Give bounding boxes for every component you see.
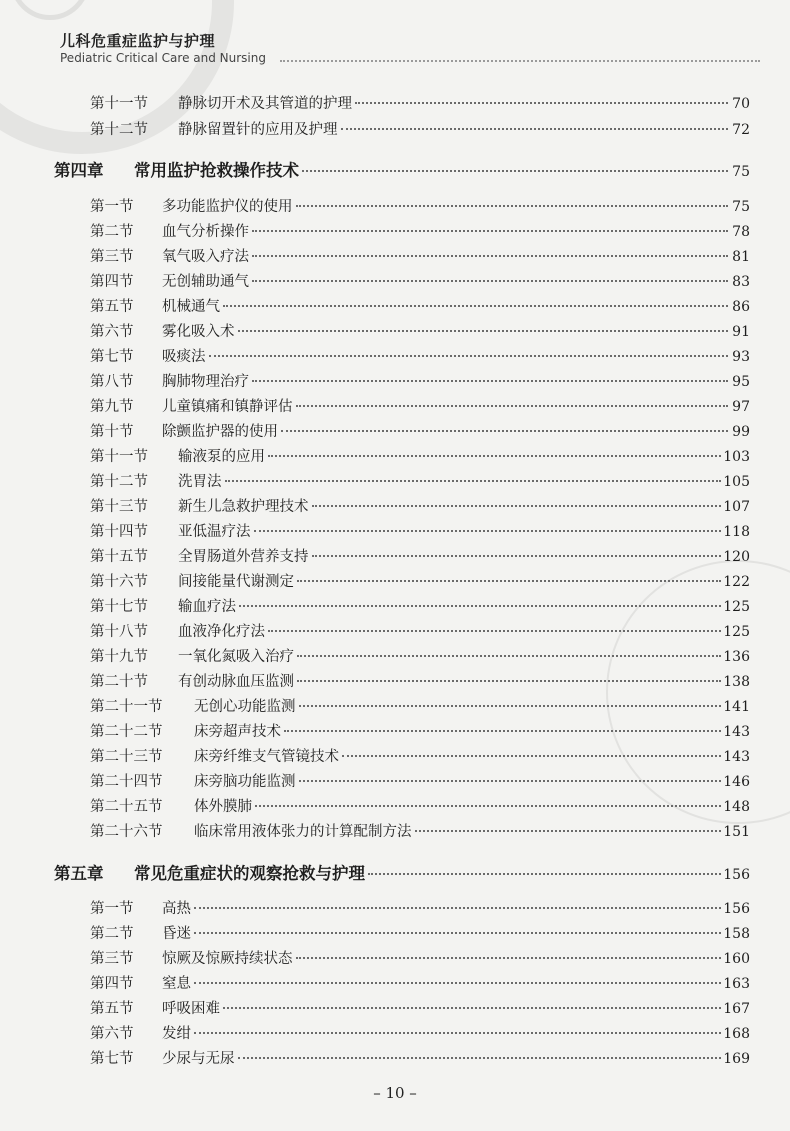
section-title: 窒息 xyxy=(162,976,191,992)
dot-leader xyxy=(225,480,722,482)
toc-section-entry[interactable] xyxy=(90,1022,750,1043)
section-title: 床旁超声技术 xyxy=(194,724,281,740)
page-reference: 143 xyxy=(723,724,750,740)
section-number: 第二节 xyxy=(90,926,134,942)
section-number: 第二十六节 xyxy=(90,824,163,840)
dot-leader xyxy=(223,1007,721,1009)
section-title: 雾化吸入术 xyxy=(162,324,235,340)
section-number: 第十七节 xyxy=(90,599,148,615)
page-reference: 125 xyxy=(723,624,750,640)
toc-section-entry[interactable] xyxy=(90,720,750,741)
dot-leader xyxy=(239,605,721,607)
section-number: 第二十节 xyxy=(90,674,148,690)
section-title: 亚低温疗法 xyxy=(178,524,251,540)
toc-section-entry[interactable] xyxy=(90,118,750,139)
dot-leader xyxy=(252,380,728,382)
toc-section-entry[interactable] xyxy=(90,670,750,691)
section-title: 一氧化氮吸入治疗 xyxy=(178,649,294,665)
section-title: 体外膜肺 xyxy=(194,799,252,815)
toc-section-entry[interactable] xyxy=(90,220,750,241)
toc-section-entry[interactable] xyxy=(90,520,750,541)
page-reference: 151 xyxy=(723,824,750,840)
toc-section-entry[interactable] xyxy=(90,770,750,791)
section-number: 第十六节 xyxy=(90,574,148,590)
page-reference: 86 xyxy=(732,299,750,315)
section-title: 间接能量代谢测定 xyxy=(178,574,294,590)
dot-leader xyxy=(194,907,721,909)
page-reference: 118 xyxy=(723,524,750,540)
toc-section-entry[interactable] xyxy=(90,947,750,968)
page-reference: 70 xyxy=(732,96,750,112)
section-number: 第四节 xyxy=(90,976,134,992)
toc-section-entry[interactable] xyxy=(90,922,750,943)
dot-leader xyxy=(415,830,722,832)
dot-leader xyxy=(296,205,729,207)
page-reference: 143 xyxy=(723,749,750,765)
page-reference: 158 xyxy=(723,926,750,942)
toc-section-entry[interactable] xyxy=(90,745,750,766)
section-title: 胸肺物理治疗 xyxy=(162,374,249,390)
section-title: 吸痰法 xyxy=(162,349,206,365)
section-title: 高热 xyxy=(162,901,191,917)
dot-leader xyxy=(299,780,722,782)
dot-leader xyxy=(194,932,721,934)
header-title-english: Pediatric Critical Care and Nursing xyxy=(60,51,266,65)
page-reference: 138 xyxy=(723,674,750,690)
toc-section-entry[interactable] xyxy=(90,972,750,993)
toc-chapter-entry[interactable] xyxy=(54,157,750,181)
section-number: 第二节 xyxy=(90,224,134,240)
header-title-chinese: 儿科危重症监护与护理 xyxy=(60,32,216,50)
dot-leader xyxy=(223,305,728,307)
page-number: – 10 – xyxy=(373,1084,417,1102)
dot-leader xyxy=(281,430,728,432)
section-number: 第七节 xyxy=(90,1051,134,1067)
dot-leader xyxy=(297,680,721,682)
section-title: 昏迷 xyxy=(162,926,191,942)
toc-section-entry[interactable] xyxy=(90,820,750,841)
dot-leader xyxy=(252,255,728,257)
section-number: 第十四节 xyxy=(90,524,148,540)
chapter-number: 第五章 xyxy=(54,864,104,883)
page-reference: 156 xyxy=(723,901,750,917)
section-title: 全胃肠道外营养支持 xyxy=(178,549,309,565)
dot-leader xyxy=(268,455,721,457)
page-reference: 83 xyxy=(732,274,750,290)
toc-section-entry[interactable] xyxy=(90,695,750,716)
section-title: 机械通气 xyxy=(162,299,220,315)
section-title: 儿童镇痛和镇静评估 xyxy=(162,399,293,415)
section-title: 床旁纤维支气管镜技术 xyxy=(194,749,339,765)
section-title: 床旁脑功能监测 xyxy=(194,774,296,790)
page-reference: 91 xyxy=(732,324,750,340)
section-number: 第二十五节 xyxy=(90,799,163,815)
section-title: 无创辅助通气 xyxy=(162,274,249,290)
page-reference: 97 xyxy=(732,399,750,415)
toc-section-entry[interactable] xyxy=(90,295,750,316)
dot-leader xyxy=(252,280,728,282)
toc-section-entry[interactable] xyxy=(90,420,750,441)
chapter-number: 第四章 xyxy=(54,161,104,180)
section-title: 少尿与无尿 xyxy=(162,1051,235,1067)
page-reference: 72 xyxy=(732,122,750,138)
dot-leader xyxy=(299,705,722,707)
section-number: 第十三节 xyxy=(90,499,148,515)
chapter-title: 常用监护抢救操作技术 xyxy=(134,161,299,180)
dot-leader xyxy=(252,230,728,232)
toc-section-entry[interactable] xyxy=(90,897,750,918)
toc-section-entry[interactable] xyxy=(90,445,750,466)
page-reference: 95 xyxy=(732,374,750,390)
section-title: 有创动脉血压监测 xyxy=(178,674,294,690)
section-title: 输液泵的应用 xyxy=(178,449,265,465)
section-number: 第十五节 xyxy=(90,549,148,565)
page-reference: 148 xyxy=(723,799,750,815)
dot-leader xyxy=(342,755,721,757)
section-number: 第十一节 xyxy=(90,96,148,112)
section-number: 第一节 xyxy=(90,901,134,917)
toc-section-entry[interactable] xyxy=(90,595,750,616)
section-number: 第三节 xyxy=(90,249,134,265)
section-number: 第九节 xyxy=(90,399,134,415)
page-reference: 107 xyxy=(723,499,750,515)
dot-leader xyxy=(268,630,721,632)
section-title: 新生儿急救护理技术 xyxy=(178,499,309,515)
page-reference: 75 xyxy=(732,199,750,215)
dot-leader xyxy=(296,405,729,407)
section-title: 呼吸困难 xyxy=(162,1001,220,1017)
toc-section-entry[interactable] xyxy=(90,345,750,366)
section-title: 发绀 xyxy=(162,1026,191,1042)
section-number: 第二十一节 xyxy=(90,699,163,715)
dot-leader xyxy=(302,170,728,172)
dot-leader xyxy=(284,730,721,732)
section-title: 多功能监护仪的使用 xyxy=(162,199,293,215)
toc-section-entry[interactable] xyxy=(90,545,750,566)
section-number: 第二十三节 xyxy=(90,749,163,765)
section-number: 第七节 xyxy=(90,349,134,365)
toc-section-entry[interactable] xyxy=(90,495,750,516)
toc-section-entry[interactable] xyxy=(90,195,750,216)
dot-leader xyxy=(368,873,721,875)
page-reference: 81 xyxy=(732,249,750,265)
dot-leader xyxy=(194,1032,721,1034)
page-reference: 78 xyxy=(732,224,750,240)
section-number: 第六节 xyxy=(90,324,134,340)
section-number: 第十节 xyxy=(90,424,134,440)
dot-leader xyxy=(209,355,729,357)
chapter-title: 常见危重症状的观察抢救与护理 xyxy=(134,864,365,883)
toc-section-entry[interactable] xyxy=(90,320,750,341)
dot-leader xyxy=(341,128,729,130)
toc-chapter-entry[interactable] xyxy=(54,860,750,884)
toc-section-entry[interactable] xyxy=(90,470,750,491)
dot-leader xyxy=(238,1057,722,1059)
toc-section-entry[interactable] xyxy=(90,997,750,1018)
toc-section-entry[interactable] xyxy=(90,370,750,391)
section-number: 第十二节 xyxy=(90,474,148,490)
page-reference: 141 xyxy=(723,699,750,715)
section-title: 惊厥及惊厥持续状态 xyxy=(162,951,293,967)
toc-section-entry[interactable] xyxy=(90,92,750,113)
toc-section-entry[interactable] xyxy=(90,1047,750,1068)
header-dotted-rule xyxy=(280,60,760,62)
section-title: 除颤监护器的使用 xyxy=(162,424,278,440)
page-reference: 105 xyxy=(723,474,750,490)
section-title: 无创心功能监测 xyxy=(194,699,296,715)
section-number: 第八节 xyxy=(90,374,134,390)
dot-leader xyxy=(312,505,722,507)
page-reference: 160 xyxy=(723,951,750,967)
section-number: 第四节 xyxy=(90,274,134,290)
page-reference: 93 xyxy=(732,349,750,365)
dot-leader xyxy=(355,102,728,104)
dot-leader xyxy=(238,330,729,332)
page-reference: 75 xyxy=(732,164,750,180)
section-number: 第五节 xyxy=(90,1001,134,1017)
dot-leader xyxy=(297,580,721,582)
page-reference: 120 xyxy=(723,549,750,565)
running-header xyxy=(60,30,760,65)
page-reference: 103 xyxy=(723,449,750,465)
dot-leader xyxy=(296,957,722,959)
dot-leader xyxy=(194,982,721,984)
dot-leader xyxy=(255,805,721,807)
toc-section-entry[interactable] xyxy=(90,245,750,266)
page-reference: 99 xyxy=(732,424,750,440)
page-reference: 169 xyxy=(723,1051,750,1067)
section-title: 血液净化疗法 xyxy=(178,624,265,640)
section-number: 第五节 xyxy=(90,299,134,315)
section-number: 第二十四节 xyxy=(90,774,163,790)
toc-section-entry[interactable] xyxy=(90,395,750,416)
page-reference: 156 xyxy=(723,867,750,883)
page-reference: 163 xyxy=(723,976,750,992)
toc-section-entry[interactable] xyxy=(90,645,750,666)
section-number: 第三节 xyxy=(90,951,134,967)
dot-leader xyxy=(254,530,722,532)
page-reference: 167 xyxy=(723,1001,750,1017)
section-number: 第十二节 xyxy=(90,122,148,138)
section-number: 第六节 xyxy=(90,1026,134,1042)
dot-leader xyxy=(297,655,721,657)
section-number: 第十八节 xyxy=(90,624,148,640)
section-number: 第十九节 xyxy=(90,649,148,665)
toc-section-entry[interactable] xyxy=(90,795,750,816)
section-number: 第一节 xyxy=(90,199,134,215)
page-reference: 125 xyxy=(723,599,750,615)
section-title: 氧气吸入疗法 xyxy=(162,249,249,265)
toc-section-entry[interactable] xyxy=(90,620,750,641)
page-reference: 136 xyxy=(723,649,750,665)
section-number: 第十一节 xyxy=(90,449,148,465)
page-reference: 122 xyxy=(723,574,750,590)
section-title: 临床常用液体张力的计算配制方法 xyxy=(194,824,412,840)
toc-section-entry[interactable] xyxy=(90,570,750,591)
section-title: 洗胃法 xyxy=(178,474,222,490)
section-title: 静脉留置针的应用及护理 xyxy=(178,122,338,138)
toc-section-entry[interactable] xyxy=(90,270,750,291)
section-title: 血气分析操作 xyxy=(162,224,249,240)
page-reference: 146 xyxy=(723,774,750,790)
section-title: 输血疗法 xyxy=(178,599,236,615)
page-reference: 168 xyxy=(723,1026,750,1042)
section-number: 第二十二节 xyxy=(90,724,163,740)
section-title: 静脉切开术及其管道的护理 xyxy=(178,96,352,112)
dot-leader xyxy=(312,555,722,557)
